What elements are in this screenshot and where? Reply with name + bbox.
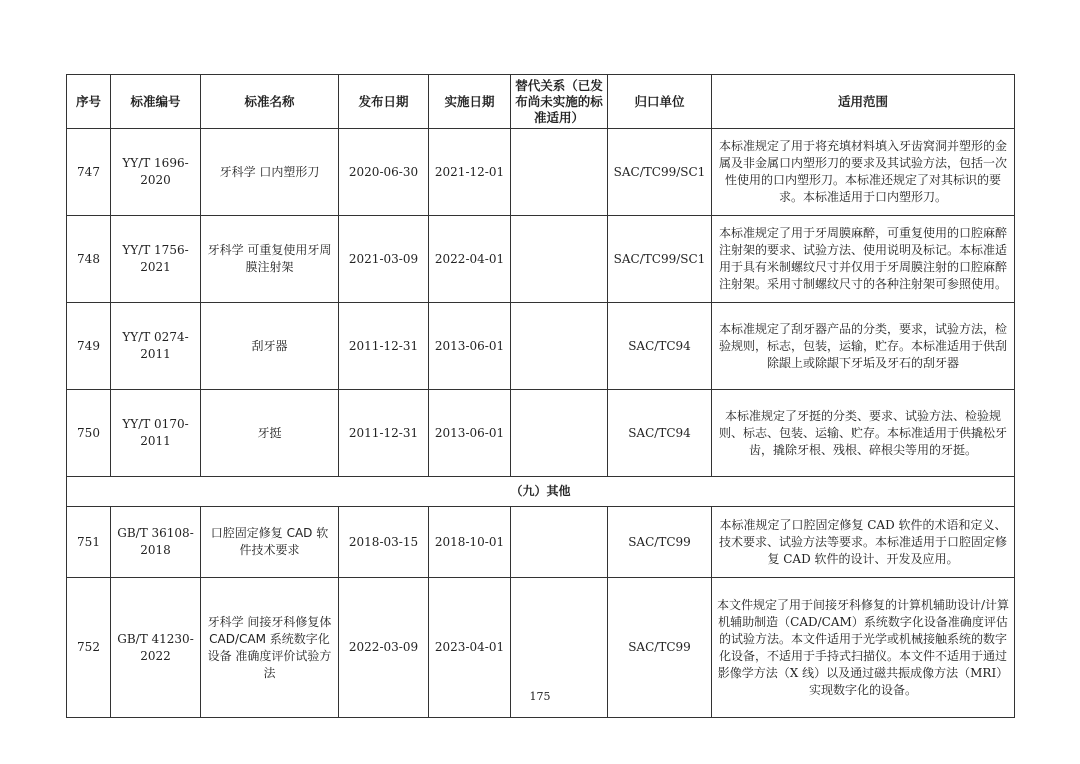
header-publish-date: 发布日期 [339,75,429,129]
cell-code: YY/T 1756-2021 [111,216,201,303]
cell-seq: 750 [67,390,111,477]
cell-code: YY/T 0170-2011 [111,390,201,477]
cell-replacement [511,390,608,477]
cell-implement-date: 2013-06-01 [429,390,511,477]
cell-publish-date: 2021-03-09 [339,216,429,303]
cell-scope: 本文件规定了用于间接牙科修复的计算机辅助设计/计算机辅助制造（CAD/CAM）系统数字化设备准确度评估的试验方法。本文件适用于光学或机械接触系统的数字化设备，不适用于手持式扫描仪。本文件不适用于通过影像学方法（X 线）以及通过磁共振成像方法（MRI）实现数字化的设备。 [712,578,1015,718]
cell-implement-date: 2013-06-01 [429,303,511,390]
cell-name: 牙科学 可重复使用牙周膜注射架 [201,216,339,303]
cell-unit: SAC/TC94 [608,390,712,477]
table-row [67,216,1015,303]
page-number: 175 [529,690,551,703]
header-unit: 归口单位 [608,75,712,129]
header-seq: 序号 [67,75,111,129]
cell-unit: SAC/TC99 [608,578,712,718]
cell-seq: 749 [67,303,111,390]
cell-replacement [511,507,608,578]
header-replacement: 替代关系（已发布尚未实施的标准适用） [511,75,608,129]
cell-replacement [511,129,608,216]
header-implement-date: 实施日期 [429,75,511,129]
section-row [67,477,1015,507]
cell-unit: SAC/TC99/SC1 [608,129,712,216]
cell-implement-date: 2023-04-01 [429,578,511,718]
header-name: 标准名称 [201,75,339,129]
cell-implement-date: 2022-04-01 [429,216,511,303]
cell-replacement [511,216,608,303]
cell-scope: 本标准规定了用于牙周膜麻醉，可重复使用的口腔麻醉注射架的要求、试验方法、使用说明及标记。本标准适用于具有米制螺纹尺寸并仅用于牙周膜注射的口腔麻醉注射架。采用寸制螺纹尺寸的各种注射架可参照使用。 [712,216,1015,303]
cell-replacement [511,303,608,390]
cell-publish-date: 2018-03-15 [339,507,429,578]
cell-name: 牙挺 [201,390,339,477]
cell-seq: 747 [67,129,111,216]
cell-publish-date: 2011-12-31 [339,303,429,390]
table-row [67,390,1015,477]
cell-publish-date: 2011-12-31 [339,390,429,477]
header-scope: 适用范围 [712,75,1015,129]
cell-name: 牙科学 间接牙科修复体 CAD/CAM 系统数字化设备 准确度评价试验方法 [201,578,339,718]
table-row [67,303,1015,390]
cell-unit: SAC/TC94 [608,303,712,390]
cell-implement-date: 2018-10-01 [429,507,511,578]
cell-scope: 本标准规定了用于将充填材料填入牙齿窝洞并塑形的金属及非金属口内塑形刀的要求及其试验方法，包括一次性使用的口内塑形刀。本标准还规定了对其标识的要求。本标准适用于口内塑形刀。 [712,129,1015,216]
section-title: （九）其他 [67,477,1015,507]
cell-code: GB/T 36108-2018 [111,507,201,578]
cell-code: GB/T 41230-2022 [111,578,201,718]
cell-seq: 748 [67,216,111,303]
cell-scope: 本标准规定了口腔固定修复 CAD 软件的术语和定义、技术要求、试验方法等要求。本标准适用于口腔固定修复 CAD 软件的设计、开发及应用。 [712,507,1015,578]
header-row [67,75,1015,129]
table-row [67,129,1015,216]
cell-scope: 本标准规定了刮牙器产品的分类，要求，试验方法，检验规则，标志，包装，运输，贮存。本标准适用于供刮除龈上或除龈下牙垢及牙石的刮牙器 [712,303,1015,390]
cell-scope: 本标准规定了牙挺的分类、要求、试验方法、检验规则、标志、包装、运输、贮存。本标准适用于供撬松牙齿，撬除牙根、残根、碎根尖等用的牙挺。 [712,390,1015,477]
cell-publish-date: 2020-06-30 [339,129,429,216]
cell-seq: 752 [67,578,111,718]
cell-unit: SAC/TC99/SC1 [608,216,712,303]
standards-table [66,74,1015,718]
cell-seq: 751 [67,507,111,578]
header-code: 标准编号 [111,75,201,129]
cell-code: YY/T 0274-2011 [111,303,201,390]
cell-name: 刮牙器 [201,303,339,390]
cell-implement-date: 2021-12-01 [429,129,511,216]
cell-publish-date: 2022-03-09 [339,578,429,718]
cell-unit: SAC/TC99 [608,507,712,578]
cell-name: 口腔固定修复 CAD 软件技术要求 [201,507,339,578]
cell-code: YY/T 1696-2020 [111,129,201,216]
table-row [67,507,1015,578]
cell-name: 牙科学 口内塑形刀 [201,129,339,216]
